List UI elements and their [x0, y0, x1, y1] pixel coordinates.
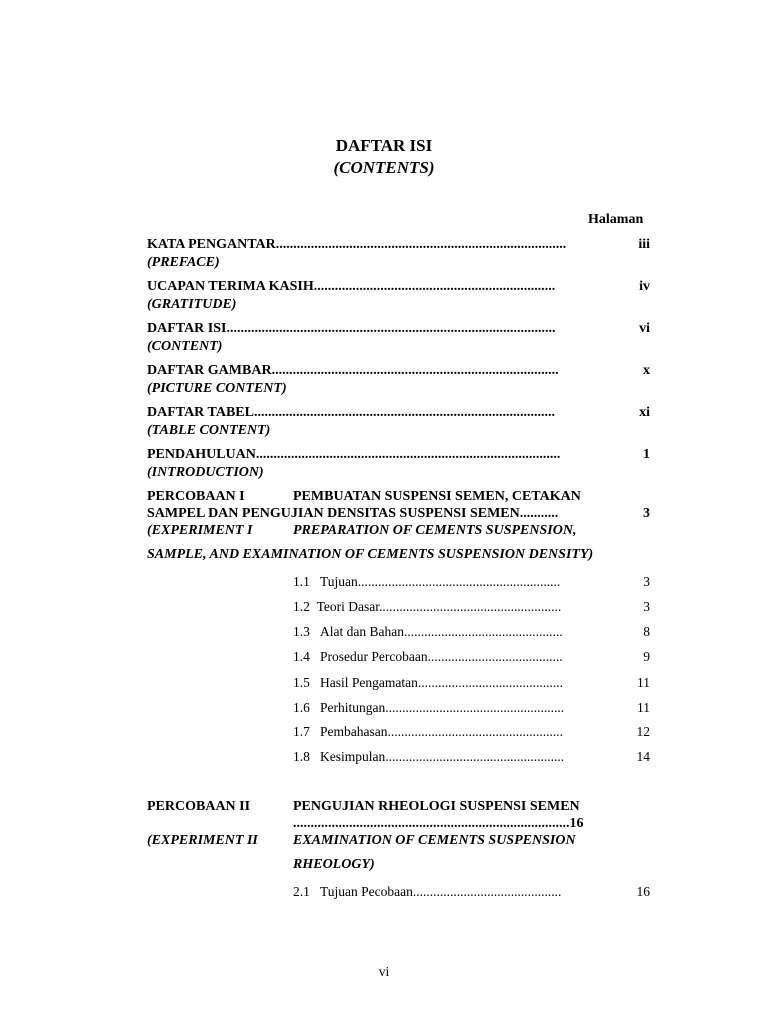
entry-page: iv: [639, 279, 650, 294]
item-text: Tujuan: [320, 574, 358, 589]
item-text: Alat dan Bahan: [320, 624, 404, 639]
entry-title: KATA PENGANTAR: [147, 237, 276, 252]
experiment-title-en-line1: PREPARATION OF CEMENTS SUSPENSION,: [293, 523, 577, 538]
entry-dots: .......................................................................................: [255, 447, 561, 462]
entry-subtitle: (TABLE CONTENT): [147, 423, 271, 438]
experiment-title-line1: PENGUJIAN RHEOLOGI SUSPENSI SEMEN: [293, 799, 580, 814]
item-dots: ...........................................: [417, 675, 563, 690]
entry-dots: ......................................................................................: [253, 405, 555, 420]
experiment-title-en-line1: EXAMINATION OF CEMENTS SUSPENSION: [293, 833, 576, 848]
item-number: 1.5: [293, 675, 310, 690]
item-page: 12: [636, 724, 650, 739]
experiment-title-en-line2: SAMPLE, AND EXAMINATION OF CEMENTS SUSPENSION DENSITY): [147, 547, 594, 562]
item-text: Pembahasan: [320, 724, 388, 739]
experiment-title-en-line2: RHEOLOGY): [293, 857, 375, 872]
item-dots: ............................................................: [357, 574, 561, 589]
page-subtitle: (CONTENTS): [333, 158, 435, 177]
entry-title: UCAPAN TERIMA KASIH: [147, 279, 314, 294]
item-dots: ...............................................: [403, 624, 563, 639]
item-dots: .....................................................: [385, 749, 565, 764]
entry-page: iii: [638, 237, 650, 252]
entry-subtitle: (GRATITUDE): [147, 297, 237, 312]
entry-title: DAFTAR TABEL: [147, 405, 254, 420]
item-dots: ......................................................: [379, 599, 562, 614]
experiment-label-en: (EXPERIMENT II: [147, 833, 258, 848]
page-number: vi: [378, 964, 390, 979]
entry-dots: ..................................................................................: [271, 363, 559, 378]
entry-title: DAFTAR GAMBAR: [147, 363, 272, 378]
item-number: 1.7: [293, 724, 310, 739]
item-page: 3: [643, 574, 650, 589]
item-dots: ....................................................: [387, 724, 563, 739]
entry-dots: ..............................................................................................: [226, 321, 556, 336]
item-number: 1.6: [293, 700, 310, 715]
entry-dots: .....................................................................: [313, 279, 556, 294]
item-page: 9: [643, 649, 650, 664]
page-title: DAFTAR ISI: [335, 136, 433, 155]
item-text: Hasil Pengamatan: [320, 675, 418, 690]
experiment-title-line2: ...............................................................................16: [293, 816, 584, 831]
item-page: 8: [643, 624, 650, 639]
experiment-page: 3: [643, 506, 650, 521]
item-page: 14: [636, 749, 650, 764]
experiment-label-en: (EXPERIMENT I: [147, 523, 253, 538]
item-number: 1.3: [293, 624, 310, 639]
item-page: 11: [637, 700, 650, 715]
entry-page: xi: [639, 405, 650, 420]
experiment-label: PERCOBAAN II: [147, 799, 251, 814]
item-page: 16: [636, 884, 650, 899]
entry-subtitle: (PICTURE CONTENT): [147, 381, 287, 396]
item-number: 1.8: [293, 749, 310, 764]
entry-page: vi: [639, 321, 650, 336]
experiment-label: PERCOBAAN I: [147, 489, 245, 504]
item-dots: ........................................: [427, 649, 563, 664]
entry-subtitle: (PREFACE): [147, 255, 220, 270]
entry-subtitle: (CONTENT): [147, 339, 223, 354]
entry-subtitle: (INTRODUCTION): [147, 465, 264, 480]
item-page: 11: [637, 675, 650, 690]
item-number: 1.4: [293, 649, 310, 664]
entry-title: PENDAHULUAN: [147, 447, 256, 462]
item-number: 1.2: [293, 599, 310, 614]
entry-page: x: [643, 363, 650, 378]
item-text: Prosedur Percobaan: [320, 649, 428, 664]
item-text: Teori Dasar: [316, 599, 380, 614]
entry-title: DAFTAR ISI: [147, 321, 227, 336]
experiment-title-line1: PEMBUATAN SUSPENSI SEMEN, CETAKAN: [293, 489, 581, 504]
item-dots: .....................................................: [385, 700, 565, 715]
entry-dots: ...................................................................................: [275, 237, 567, 252]
item-number: 1.1: [293, 574, 310, 589]
item-number: 2.1: [293, 884, 310, 899]
item-text: Tujuan Pecobaan: [320, 884, 413, 899]
experiment-title-line2: SAMPEL DAN PENGUJIAN DENSITAS SUSPENSI SEMEN...........: [147, 506, 559, 521]
halaman-label: Halaman: [588, 212, 644, 227]
item-text: Kesimpulan: [320, 749, 386, 764]
item-page: 3: [643, 599, 650, 614]
entry-page: 1: [643, 447, 650, 462]
item-text: Perhitungan: [320, 700, 386, 715]
item-dots: ............................................: [412, 884, 562, 899]
